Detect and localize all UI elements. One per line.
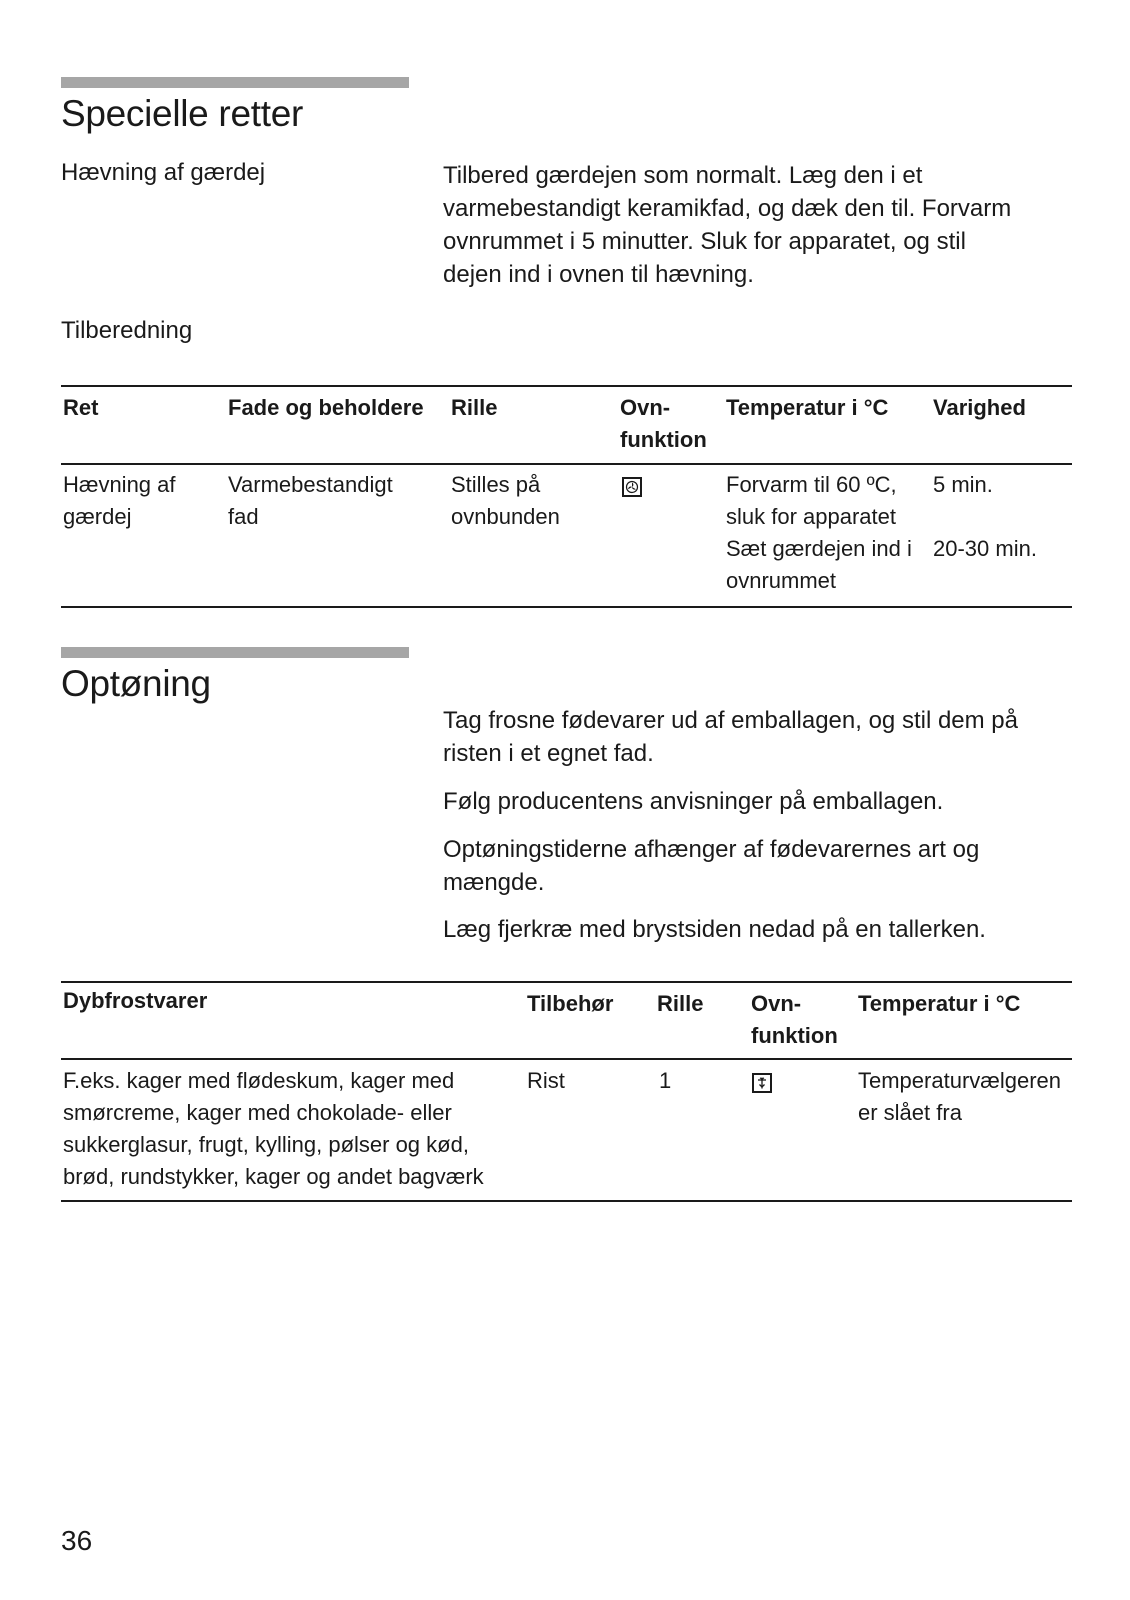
table-title: Tilberedning — [61, 317, 193, 344]
table-cell-tilbehor: Rist — [527, 1068, 565, 1093]
table-header-ret: Ret — [63, 395, 99, 420]
table-bottom-rule — [61, 606, 1072, 608]
paragraph-line: varmebestandigt keramikfad, og dæk den til. Forvarm — [443, 195, 1012, 222]
paragraph-line: Læg fjerkræ med brystsiden nedad på en tallerken. — [443, 916, 986, 943]
paragraph-3 — [443, 833, 1083, 899]
cell-line: gærdej — [63, 504, 132, 529]
section-divider-bar — [61, 647, 409, 658]
table-header-ovn: Ovn- — [751, 991, 802, 1016]
intro-paragraph — [443, 159, 1083, 291]
table-header-rule — [61, 463, 1072, 465]
paragraph-line: Tag frosne fødevarer ud af emballagen, og stil dem på — [443, 707, 1018, 734]
table-header-temperature: Temperatur i °C — [726, 395, 889, 420]
table-cell-varighed-2: 20-30 min. — [933, 536, 1037, 561]
table-header-rule — [61, 1058, 1072, 1060]
paragraph-4 — [443, 913, 1083, 946]
table-header-funktion: funktion — [751, 1023, 838, 1048]
table-header-fade: Fade og beholdere — [228, 395, 424, 420]
section-title: Optøning — [61, 663, 211, 704]
cell-line: ovnbunden — [451, 504, 560, 529]
table-cell-rille — [451, 469, 560, 533]
table-cell-temperature — [726, 469, 912, 597]
cell-line: sluk for apparatet — [726, 504, 896, 529]
section-divider-bar — [61, 77, 409, 88]
paragraph-2 — [443, 785, 1083, 818]
table-header-funktion: funktion — [620, 427, 707, 452]
paragraph-line: ovnrummet i 5 minutter. Sluk for apparatet, og stil — [443, 228, 966, 255]
cell-line: smørcreme, kager med chokolade- eller — [63, 1100, 452, 1125]
table-cell-fade — [228, 469, 393, 533]
defrost-glyph — [755, 1076, 769, 1090]
cell-line: Stilles på — [451, 472, 541, 497]
section-title: Specielle retter — [61, 93, 303, 134]
cell-line: Temperaturvælgeren — [858, 1068, 1061, 1093]
paragraph-line: dejen ind i ovnen til hævning. — [443, 261, 754, 288]
table-top-rule — [61, 981, 1072, 983]
table-header-rille: Rille — [451, 395, 498, 420]
cell-line: Varmebestandigt — [228, 472, 393, 497]
subheading: Hævning af gærdej — [61, 159, 266, 186]
fan-heating-icon — [622, 477, 642, 497]
table-cell-temperature — [858, 1065, 1061, 1129]
paragraph-line: mængde. — [443, 869, 545, 896]
table-cell-ret — [63, 469, 176, 533]
cell-line: Forvarm til 60 ºC, — [726, 472, 897, 497]
cell-line: Sæt gærdejen ind i — [726, 536, 912, 561]
cell-line: brød, rundstykker, kager og andet bagværk — [63, 1164, 484, 1189]
cell-line: F.eks. kager med flødeskum, kager med — [63, 1068, 455, 1093]
table-header-ovn: Ovn- — [620, 395, 671, 420]
table-cell-rille: 1 — [659, 1068, 672, 1093]
cell-line: ovnrummet — [726, 568, 837, 593]
table-bottom-rule — [61, 1200, 1072, 1202]
table-header-tilbehor: Tilbehør — [527, 991, 614, 1016]
defrost-icon — [752, 1073, 772, 1093]
paragraph-line: Følg producentens anvisninger på emballagen. — [443, 788, 944, 815]
paragraph-line: Tilbered gærdejen som normalt. Læg den i et — [443, 162, 923, 189]
table-cell-items — [63, 1065, 484, 1193]
paragraph-1 — [443, 704, 1083, 770]
fan-glyph — [625, 480, 639, 494]
table-cell-varighed-1: 5 min. — [933, 472, 993, 497]
table-top-rule — [61, 385, 1072, 387]
table-header-temperature: Temperatur i °C — [858, 991, 1021, 1016]
cell-line: er slået fra — [858, 1100, 962, 1125]
cell-line: fad — [228, 504, 259, 529]
table-header-dybfrostvarer: Dybfrostvarer — [63, 988, 208, 1013]
paragraph-line: Optøningstiderne afhænger af fødevarernes art og — [443, 836, 980, 863]
page-number: 36 — [61, 1525, 93, 1556]
table-header-rille: Rille — [657, 991, 704, 1016]
paragraph-line: risten i et egnet fad. — [443, 740, 654, 767]
cell-line: Hævning af — [63, 472, 176, 497]
cell-line: sukkerglasur, frugt, kylling, pølser og kød, — [63, 1132, 469, 1157]
table-header-varighed: Varighed — [933, 395, 1026, 420]
